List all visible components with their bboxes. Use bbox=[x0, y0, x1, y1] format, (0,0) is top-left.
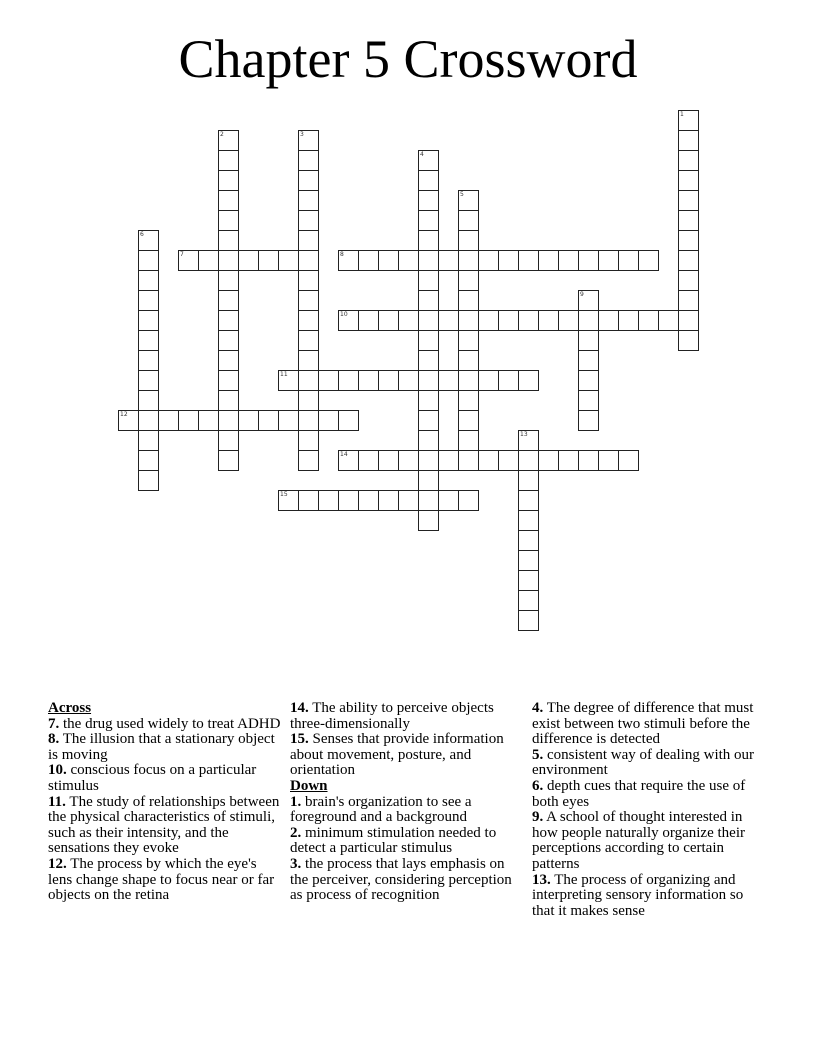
grid-cell[interactable] bbox=[458, 370, 479, 391]
grid-cell[interactable] bbox=[418, 270, 439, 291]
grid-cell[interactable] bbox=[298, 330, 319, 351]
clue-number: 14 bbox=[340, 451, 348, 458]
grid-cell[interactable] bbox=[598, 450, 619, 471]
grid-cell[interactable] bbox=[378, 370, 399, 391]
clue-number: 7 bbox=[180, 251, 184, 258]
grid-cell[interactable] bbox=[378, 310, 399, 331]
clue-number: 10 bbox=[340, 311, 348, 318]
grid-cell[interactable] bbox=[358, 490, 379, 511]
grid-cell[interactable] bbox=[218, 150, 239, 171]
grid-cell[interactable] bbox=[418, 430, 439, 451]
grid-cell[interactable] bbox=[458, 430, 479, 451]
grid-cell[interactable] bbox=[418, 470, 439, 491]
grid-cell[interactable] bbox=[298, 210, 319, 231]
grid-cell[interactable] bbox=[478, 310, 499, 331]
grid-cell[interactable] bbox=[138, 470, 159, 491]
grid-cell[interactable] bbox=[298, 250, 319, 271]
grid-cell[interactable] bbox=[298, 270, 319, 291]
grid-cell[interactable] bbox=[458, 450, 479, 471]
clue-number: 13 bbox=[520, 431, 528, 438]
grid-cell[interactable] bbox=[378, 450, 399, 471]
grid-cell[interactable] bbox=[138, 330, 159, 351]
grid-cell[interactable] bbox=[518, 490, 539, 511]
grid-cell[interactable] bbox=[138, 370, 159, 391]
grid-cell[interactable] bbox=[378, 250, 399, 271]
clue-across-7: 7. the drug used widely to treat ADHD bbox=[48, 715, 281, 732]
across-header: Across bbox=[48, 700, 92, 716]
grid-cell[interactable] bbox=[278, 250, 299, 271]
grid-cell[interactable] bbox=[418, 390, 439, 411]
grid-cell[interactable] bbox=[178, 410, 199, 431]
grid-cell[interactable] bbox=[138, 450, 159, 471]
grid-cell[interactable] bbox=[658, 310, 679, 331]
grid-cell[interactable] bbox=[298, 130, 319, 151]
grid-cell[interactable] bbox=[158, 410, 179, 431]
grid-cell[interactable] bbox=[618, 250, 639, 271]
clue-number: 6 bbox=[140, 231, 144, 238]
clue-across-8: 8. The illusion that a stationary object is moving bbox=[48, 731, 275, 763]
grid-cell[interactable] bbox=[558, 250, 579, 271]
grid-cell[interactable] bbox=[678, 310, 699, 331]
clue-number: 12 bbox=[120, 411, 128, 418]
clue-down-5: 5. consistent way of dealing with our environment bbox=[532, 746, 755, 779]
grid-cell[interactable] bbox=[418, 450, 439, 471]
grid-cell[interactable] bbox=[238, 250, 259, 271]
grid-cell[interactable] bbox=[298, 190, 319, 211]
grid-cell[interactable] bbox=[418, 330, 439, 351]
grid-cell[interactable] bbox=[498, 310, 519, 331]
clue-down-4: 4. The degree of difference that must exist between two stimuli before the difference is detected bbox=[532, 700, 754, 748]
grid-cell[interactable] bbox=[578, 310, 599, 331]
grid-cell[interactable] bbox=[578, 330, 599, 351]
grid-cell[interactable] bbox=[138, 350, 159, 371]
grid-cell[interactable] bbox=[138, 290, 159, 311]
grid-cell[interactable] bbox=[278, 370, 299, 391]
grid-cell[interactable] bbox=[598, 250, 619, 271]
clues-column-2 bbox=[290, 701, 525, 904]
crossword-grid bbox=[118, 110, 718, 650]
grid-cell[interactable] bbox=[338, 370, 359, 391]
grid-cell[interactable] bbox=[458, 490, 479, 511]
grid-cell[interactable] bbox=[218, 330, 239, 351]
clue-down-9: 9. A school of thought interested in how people naturally organize their perceptions according to certain patterns bbox=[532, 809, 745, 872]
grid-cell[interactable] bbox=[338, 490, 359, 511]
grid-cell[interactable] bbox=[218, 130, 239, 151]
grid-cell[interactable] bbox=[498, 370, 519, 391]
grid-cell[interactable] bbox=[458, 250, 479, 271]
grid-cell[interactable] bbox=[538, 310, 559, 331]
grid-cell[interactable] bbox=[398, 370, 419, 391]
grid-cell[interactable] bbox=[678, 270, 699, 291]
grid-cell[interactable] bbox=[518, 510, 539, 531]
grid-cell[interactable] bbox=[418, 310, 439, 331]
grid-cell[interactable] bbox=[418, 350, 439, 371]
grid-cell[interactable] bbox=[338, 250, 359, 271]
grid-cell[interactable] bbox=[678, 290, 699, 311]
grid-cell[interactable] bbox=[278, 410, 299, 431]
grid-cell[interactable] bbox=[218, 170, 239, 191]
grid-cell[interactable] bbox=[138, 410, 159, 431]
grid-cell[interactable] bbox=[318, 370, 339, 391]
grid-cell[interactable] bbox=[218, 350, 239, 371]
grid-cell[interactable] bbox=[258, 410, 279, 431]
grid-cell[interactable] bbox=[438, 370, 459, 391]
grid-cell[interactable] bbox=[138, 430, 159, 451]
grid-cell[interactable] bbox=[198, 410, 219, 431]
grid-cell[interactable] bbox=[678, 250, 699, 271]
grid-cell[interactable] bbox=[418, 290, 439, 311]
grid-cell[interactable] bbox=[358, 310, 379, 331]
grid-cell[interactable] bbox=[498, 450, 519, 471]
grid-cell[interactable] bbox=[518, 310, 539, 331]
grid-cell[interactable] bbox=[358, 250, 379, 271]
clue-down-6: 6. depth cues that require the use of both eyes bbox=[532, 777, 746, 810]
grid-cell[interactable] bbox=[298, 450, 319, 471]
clue-down-1: 1. brain's organization to see a foreground and a background bbox=[290, 793, 472, 826]
grid-cell[interactable] bbox=[618, 310, 639, 331]
grid-cell[interactable] bbox=[458, 190, 479, 211]
grid-cell[interactable] bbox=[458, 230, 479, 251]
clue-across-12: 12. The process by which the eye's lens change shape to focus near or far objects on the retina bbox=[48, 855, 275, 904]
grid-cell[interactable] bbox=[538, 250, 559, 271]
grid-cell[interactable] bbox=[298, 490, 319, 511]
clue-number: 5 bbox=[460, 191, 464, 198]
clue-number: 11 bbox=[280, 371, 288, 378]
grid-cell[interactable] bbox=[298, 390, 319, 411]
grid-cell[interactable] bbox=[298, 170, 319, 191]
clue-number: 4 bbox=[420, 151, 424, 158]
grid-cell[interactable] bbox=[358, 370, 379, 391]
clue-down-3: 3. the process that lays emphasis on the perceiver, considering perception as process of recognition bbox=[290, 855, 512, 904]
page-title: Chapter 5 Crossword bbox=[178, 29, 638, 89]
clue-number: 1 bbox=[680, 111, 684, 118]
grid-cell[interactable] bbox=[638, 310, 659, 331]
clues-column-1 bbox=[48, 701, 283, 904]
grid-cell[interactable] bbox=[518, 370, 539, 391]
grid-cell[interactable] bbox=[518, 470, 539, 491]
clue-down-13: 13. The process of organizing and interpreting sensory information so that it makes sense bbox=[532, 871, 744, 919]
grid-cell[interactable] bbox=[578, 250, 599, 271]
grid-cell[interactable] bbox=[298, 370, 319, 391]
grid-cell[interactable] bbox=[578, 390, 599, 411]
grid-cell[interactable] bbox=[518, 610, 539, 631]
grid-cell[interactable] bbox=[398, 490, 419, 511]
grid-cell[interactable] bbox=[518, 250, 539, 271]
grid-cell[interactable] bbox=[458, 390, 479, 411]
grid-cell[interactable] bbox=[338, 410, 359, 431]
grid-cell[interactable] bbox=[478, 450, 499, 471]
grid-cell[interactable] bbox=[538, 450, 559, 471]
clue-number: 15 bbox=[280, 491, 288, 498]
grid-cell[interactable] bbox=[518, 450, 539, 471]
grid-cell[interactable] bbox=[458, 310, 479, 331]
grid-cell[interactable] bbox=[218, 270, 239, 291]
grid-cell[interactable] bbox=[298, 150, 319, 171]
clue-across-11: 11. The study of relationships between the physical characteristics of stimuli, such as their intensity, and the sensations they evoke bbox=[48, 793, 280, 857]
grid-cell[interactable] bbox=[178, 250, 199, 271]
grid-cell[interactable] bbox=[458, 410, 479, 431]
grid-cell[interactable] bbox=[218, 410, 239, 431]
grid-cell[interactable] bbox=[198, 250, 219, 271]
grid-cell[interactable] bbox=[138, 230, 159, 251]
grid-cell[interactable] bbox=[418, 230, 439, 251]
clues-column-3 bbox=[532, 701, 767, 919]
grid-cell[interactable] bbox=[438, 450, 459, 471]
clue-number: 8 bbox=[340, 251, 344, 258]
grid-cell[interactable] bbox=[518, 570, 539, 591]
grid-cell[interactable] bbox=[578, 450, 599, 471]
grid-cell[interactable] bbox=[418, 510, 439, 531]
grid-cell[interactable] bbox=[218, 290, 239, 311]
grid-cell[interactable] bbox=[418, 190, 439, 211]
grid-cell[interactable] bbox=[558, 310, 579, 331]
grid-cell[interactable] bbox=[298, 350, 319, 371]
grid-cell[interactable] bbox=[458, 210, 479, 231]
grid-cell[interactable] bbox=[298, 430, 319, 451]
grid-cell[interactable] bbox=[298, 230, 319, 251]
grid-cell[interactable] bbox=[418, 210, 439, 231]
grid-cell[interactable] bbox=[418, 370, 439, 391]
grid-cell[interactable] bbox=[358, 450, 379, 471]
grid-cell[interactable] bbox=[118, 410, 139, 431]
grid-cell[interactable] bbox=[218, 190, 239, 211]
grid-cell[interactable] bbox=[678, 210, 699, 231]
grid-cell[interactable] bbox=[438, 310, 459, 331]
grid-cell[interactable] bbox=[218, 390, 239, 411]
grid-cell[interactable] bbox=[438, 250, 459, 271]
grid-cell[interactable] bbox=[278, 490, 299, 511]
grid-cell[interactable] bbox=[218, 210, 239, 231]
grid-cell[interactable] bbox=[298, 410, 319, 431]
grid-cell[interactable] bbox=[218, 370, 239, 391]
grid-cell[interactable] bbox=[218, 310, 239, 331]
grid-cell[interactable] bbox=[498, 250, 519, 271]
grid-cell[interactable] bbox=[138, 250, 159, 271]
grid-cell[interactable] bbox=[398, 450, 419, 471]
grid-cell[interactable] bbox=[678, 330, 699, 351]
down-header: Down bbox=[290, 777, 328, 794]
grid-cell[interactable] bbox=[578, 290, 599, 311]
grid-cell[interactable] bbox=[398, 310, 419, 331]
grid-cell[interactable] bbox=[618, 450, 639, 471]
grid-cell[interactable] bbox=[638, 250, 659, 271]
grid-cell[interactable] bbox=[518, 430, 539, 451]
clue-down-2: 2. minimum stimulation needed to detect a particular stimulus bbox=[290, 824, 497, 857]
grid-cell[interactable] bbox=[218, 430, 239, 451]
grid-cell[interactable] bbox=[678, 190, 699, 211]
clue-across-15: 15. Senses that provide information about movement, posture, and orientation bbox=[290, 731, 504, 779]
grid-cell[interactable] bbox=[418, 490, 439, 511]
grid-cell[interactable] bbox=[578, 350, 599, 371]
grid-cell[interactable] bbox=[678, 130, 699, 151]
grid-cell[interactable] bbox=[598, 310, 619, 331]
grid-cell[interactable] bbox=[338, 450, 359, 471]
clue-number: 2 bbox=[220, 131, 224, 138]
grid-cell[interactable] bbox=[678, 230, 699, 251]
grid-cell[interactable] bbox=[138, 390, 159, 411]
grid-cell[interactable] bbox=[378, 490, 399, 511]
grid-cell[interactable] bbox=[418, 150, 439, 171]
grid-cell[interactable] bbox=[138, 270, 159, 291]
grid-cell[interactable] bbox=[458, 290, 479, 311]
grid-cell[interactable] bbox=[338, 310, 359, 331]
grid-cell[interactable] bbox=[418, 170, 439, 191]
grid-cell[interactable] bbox=[678, 170, 699, 191]
grid-cell[interactable] bbox=[478, 250, 499, 271]
grid-cell[interactable] bbox=[678, 150, 699, 171]
grid-cell[interactable] bbox=[318, 490, 339, 511]
grid-cell[interactable] bbox=[218, 230, 239, 251]
grid-cell[interactable] bbox=[518, 530, 539, 551]
grid-cell[interactable] bbox=[438, 490, 459, 511]
grid-cell[interactable] bbox=[458, 350, 479, 371]
grid-cell[interactable] bbox=[458, 330, 479, 351]
grid-cell[interactable] bbox=[558, 450, 579, 471]
clue-across-10: 10. conscious focus on a particular stimulus bbox=[48, 762, 257, 794]
grid-cell[interactable] bbox=[398, 250, 419, 271]
clue-across-14: 14. The ability to perceive objects three-dimensionally bbox=[290, 700, 494, 732]
clue-number: 3 bbox=[300, 131, 304, 138]
grid-cell[interactable] bbox=[578, 370, 599, 391]
grid-cell[interactable] bbox=[258, 250, 279, 271]
grid-cell[interactable] bbox=[418, 250, 439, 271]
clue-number: 9 bbox=[580, 291, 584, 298]
grid-cell[interactable] bbox=[458, 270, 479, 291]
grid-cell[interactable] bbox=[678, 110, 699, 131]
grid-cell[interactable] bbox=[218, 250, 239, 271]
grid-cell[interactable] bbox=[138, 310, 159, 331]
grid-cell[interactable] bbox=[298, 310, 319, 331]
grid-cell[interactable] bbox=[318, 410, 339, 431]
grid-cell[interactable] bbox=[518, 590, 539, 611]
grid-cell[interactable] bbox=[578, 410, 599, 431]
grid-cell[interactable] bbox=[418, 410, 439, 431]
grid-cell[interactable] bbox=[478, 370, 499, 391]
grid-cell[interactable] bbox=[518, 550, 539, 571]
grid-cell[interactable] bbox=[238, 410, 259, 431]
grid-cell[interactable] bbox=[218, 450, 239, 471]
grid-cell[interactable] bbox=[298, 290, 319, 311]
